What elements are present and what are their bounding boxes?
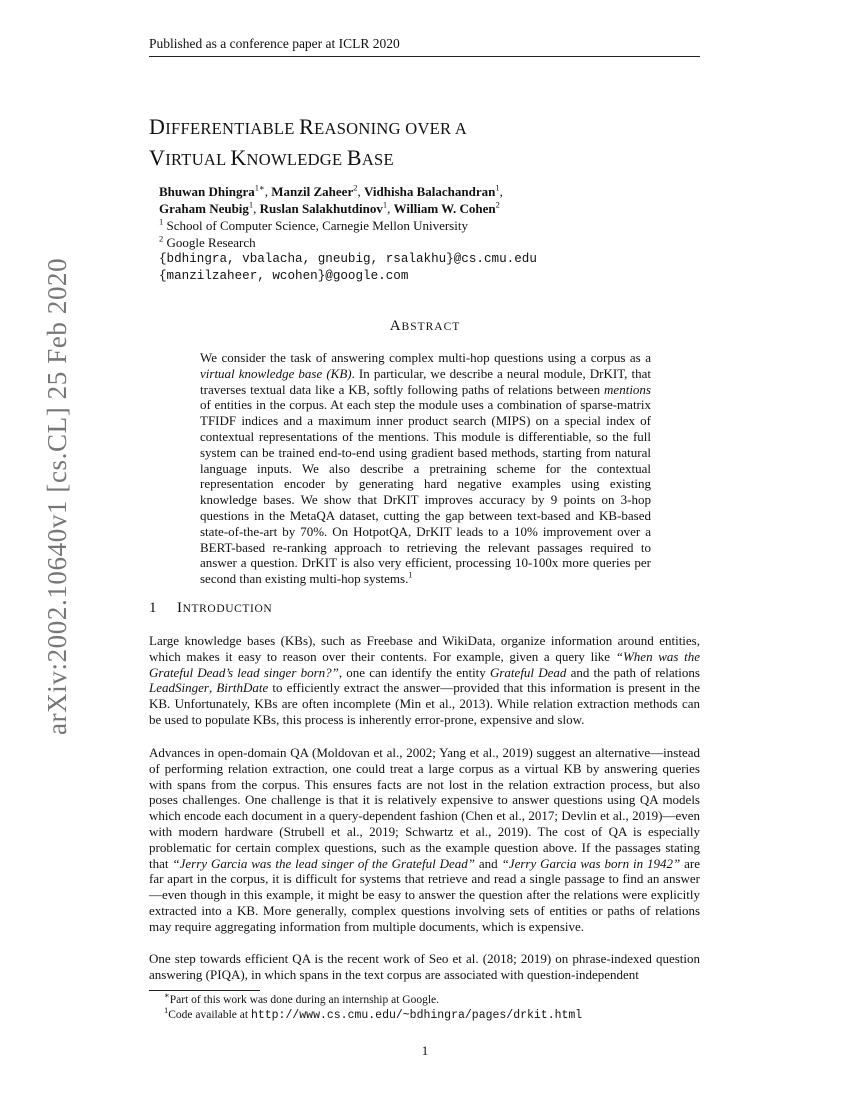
footnote-code: $^1$Code available at http://www.cs.cmu.edu/~bdhingra/pages/drkit.html — [164, 1004, 583, 1022]
section-heading-introduction: 1 INTRODUCTION — [149, 600, 273, 616]
abstract-body: We consider the task of answering complex multi-hop questions using a corpus as a virtual knowledge base (KB). In particular, we describe a neural module, DrKIT, that traverses textual data like a KB, softly following paths of relations between mentions of entities in the corpus. At each step the module uses a combination of sparse-matrix TFIDF indices and a maximum inner product search (MIPS) on a special index of contextual representations of the mentions. This module is differentiable, so the full system can be trained end-to-end using gradient based methods, starting from natural language inputs. We also describe a pretraining scheme for the contextual representation encoder by generating hard negative examples using existing knowledge bases. We show that DrKIT improves accuracy by 9 points on 3-hop questions in the MetaQA dataset, cutting the gap between text-based and KB-based state-of-the-art by 70%. On HotpotQA, DrKIT leads to a 10% improvement over a BERT-based re-ranking approach to retrieving the relevant passages required to answer a question. DrKIT is also very efficient, processing 10-100x more queries per second than existing multi-hop systems.$^1$ — [200, 350, 652, 587]
running-header: Published as a conference paper at ICLR 2020 — [149, 36, 400, 51]
paper-title — [149, 112, 467, 174]
arxiv-stamp — [42, 257, 72, 735]
author-line-2: Graham Neubig$^1$, Ruslan Salakhutdinov$^1$, William W. Cohen$^2$ — [159, 199, 500, 216]
abstract-heading: ABSTRACT — [389, 318, 461, 334]
page-number: 1 — [421, 1043, 429, 1058]
intro-paragraph-2: Advances in open-domain QA (Moldovan et al., 2002; Yang et al., 2019) suggest an alternative—instead of performing relation extraction, one could treat a large corpus as a virtual KB by answering queries with spans from the corpus. This ensures facts are not lost in the relation extraction process, but also poses challenges. One challenge is that it is relatively expensive to answer questions using QA models which encode each document in a query-dependent fashion (Chen et al., 2017; Devlin et al., 2019)—even with modern hardware (Strubell et al., 2019; Schwartz et al., 2019). The cost of QA is especially problematic for certain complex questions, such as the example question above. If the passages stating that “Jerry Garcia was the lead singer of the Grateful Dead” and “Jerry Garcia was born in 1942” are far apart in the corpus, it is difficult for systems that retrieve and read a single passage to find an answer—even though in this example, it might be easy to answer the question after the relations were explicitly extracted into a KB. More generally, complex questions involving sets of entities or paths of relations may require aggregating information from multiple documents, which is expensive. — [149, 745, 700, 934]
arxiv-id[interactable]: arXiv:2002.10640v1 [cs.CL] 25 Feb 2020 — [42, 257, 72, 735]
header-rule — [149, 56, 700, 57]
author-line-1: Bhuwan Dhingra$^{1∗}$, Manzil Zaheer$^2$, Vidhisha Balachandran$^1$, — [159, 182, 503, 199]
email-cmu: {bdhingra, vbalacha, gneubig, rsalakhu}@cs.cmu.edu — [159, 252, 537, 266]
footnotes — [149, 990, 700, 1023]
code-url-link[interactable]: http://www.cs.cmu.edu/~bdhingra/pages/drkit.html — [250, 1008, 583, 1022]
title-line-1: DIFFERENTIABLE REASONING OVER A — [149, 114, 468, 139]
affiliation-1: $^1$ School of Computer Science, Carnegie Mellon University — [159, 216, 468, 233]
intro-paragraph-1: Large knowledge bases (KBs), such as Freebase and WikiData, organize information around entities, which makes it easy to reason over their contents. For example, given a query like “When was the Grateful Dead’s lead singer born?”, one can identify the entity Grateful Dead and the path of relations LeadSinger, BirthDate to efficiently extract the answer—provided that this information is present in the KB. Unfortunately, KBs are often incomplete (Min et al., 2013). While relation extraction methods can be used to populate KBs, this process is inherently error-prone, expensive and slow. — [149, 633, 701, 727]
footnote-ref-1[interactable]: 1 — [408, 569, 413, 580]
title-line-2: VIRTUAL KNOWLEDGE BASE — [149, 145, 394, 170]
footnote-internship: ∗Part of this work was done during an internship at Google. — [164, 990, 440, 1006]
author-block — [159, 183, 719, 285]
email-google: {manzilzaheer, wcohen}@google.com — [159, 269, 409, 283]
affiliation-2: $^2$ Google Research — [159, 233, 256, 250]
intro-paragraph-3: One step towards efficient QA is the recent work of Seo et al. (2018; 2019) on phrase-indexed question answering (PIQA), in which spans in the text corpus are associated with question-independent — [149, 951, 700, 982]
